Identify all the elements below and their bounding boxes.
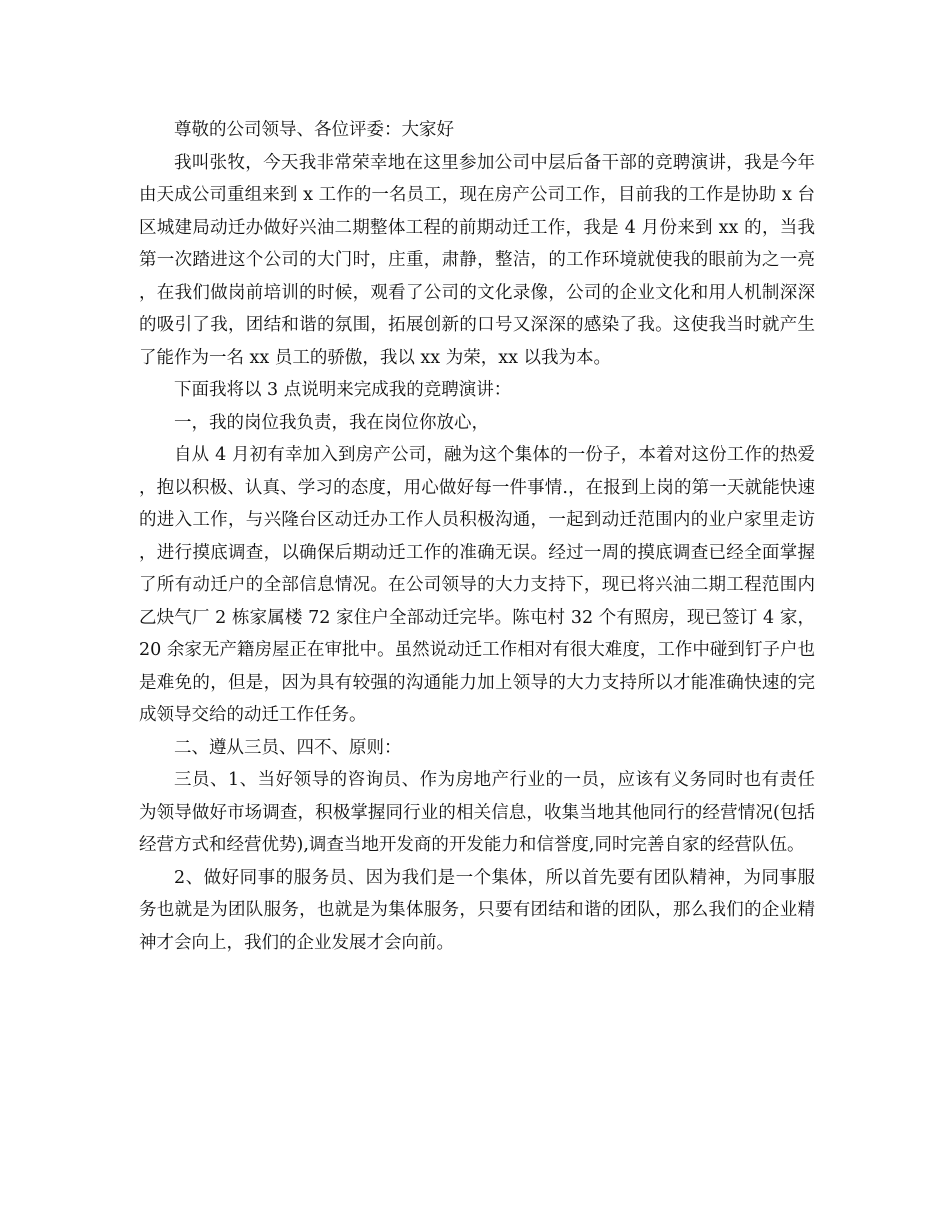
salutation: 尊敬的公司领导、各位评委：大家好 bbox=[174, 120, 454, 140]
paragraph-outline: 下面我将以 3 点说明来完成我的竞聘演讲： bbox=[174, 380, 512, 400]
body-text bbox=[139, 114, 815, 959]
section-heading-2: 二、遵从三员、四不、原则： bbox=[174, 737, 402, 758]
paragraph-point-1: 三员、1、当好领导的咨询员、作为房地产行业的一员，应该有义务同时也有责任为领导做好市场调查，积极掌握同行业的相关信息，收集当地其他同行的经营情况(包括经营方式和经营优势),调查当地开发商的开发能力和信誉度,同时完善自家的经营队伍。 bbox=[139, 770, 815, 855]
paragraph-section-1: 自从 4 月初有幸加入到房产公司，融为这个集体的一份子，本着对这份工作的热爱，抱以积极、认真、学习的态度，用心做好每一件事情.，在报到上岗的第一天就能快速的进入工作，与兴隆台区动迁办工作人员积极沟通，一起到动迁范围内的业户家里走访，进行摸底调查，以确保后期动迁工作的准确无误。经过一周的摸底调查已经全面掌握了所有动迁户的全部信息情况。在公司领导的大力支持下，现已将兴油二期工程范围内乙炔气厂 2 栋家属楼 72 家住户全部动迁完毕。陈屯村 32 个有照房，现已签订 4 家，20 余家无产籍房屋正在审批中。虽然说动迁工作相对有很大难度，工作中碰到钉子户也是难免的，但是，因为具有较强的沟通能力加上领导的大力支持所以才能准确快速的完成领导交给的动迁工作任务。 bbox=[139, 445, 815, 725]
paragraph-point-2: 2、做好同事的服务员、因为我们是一个集体，所以首先要有团队精神，为同事服务也就是为团队服务，也就是为集体服务，只要有团结和谐的团队，那么我们的企业精神才会向上，我们的企业发展才会向前。 bbox=[139, 867, 815, 953]
paragraph-introduction: 我叫张牧，今天我非常荣幸地在这里参加公司中层后备干部的竞聘演讲，我是今年由天成公司重组来到 x 工作的一名员工，现在房产公司工作，目前我的工作是协助 x 台区城建局动迁办做好兴油二期整体工程的前期动迁工作，我是 4 月份来到 xx 的，当我第一次踏进这个公司的大门时，庄重，肃静，整洁，的工作环境就使我的眼前为之一亮，在我们做岗前培训的时候，观看了公司的文化录像，公司的企业文化和用人机制深深的吸引了我，团结和谐的氛围，拓展创新的口号又深深的感染了我。这使我当时就产生了能作为一名 xx 员工的骄傲，我以 xx 为荣，xx 以我为本。 bbox=[139, 152, 815, 368]
section-heading-1: 一，我的岗位我负责，我在岗位你放心， bbox=[174, 412, 489, 433]
